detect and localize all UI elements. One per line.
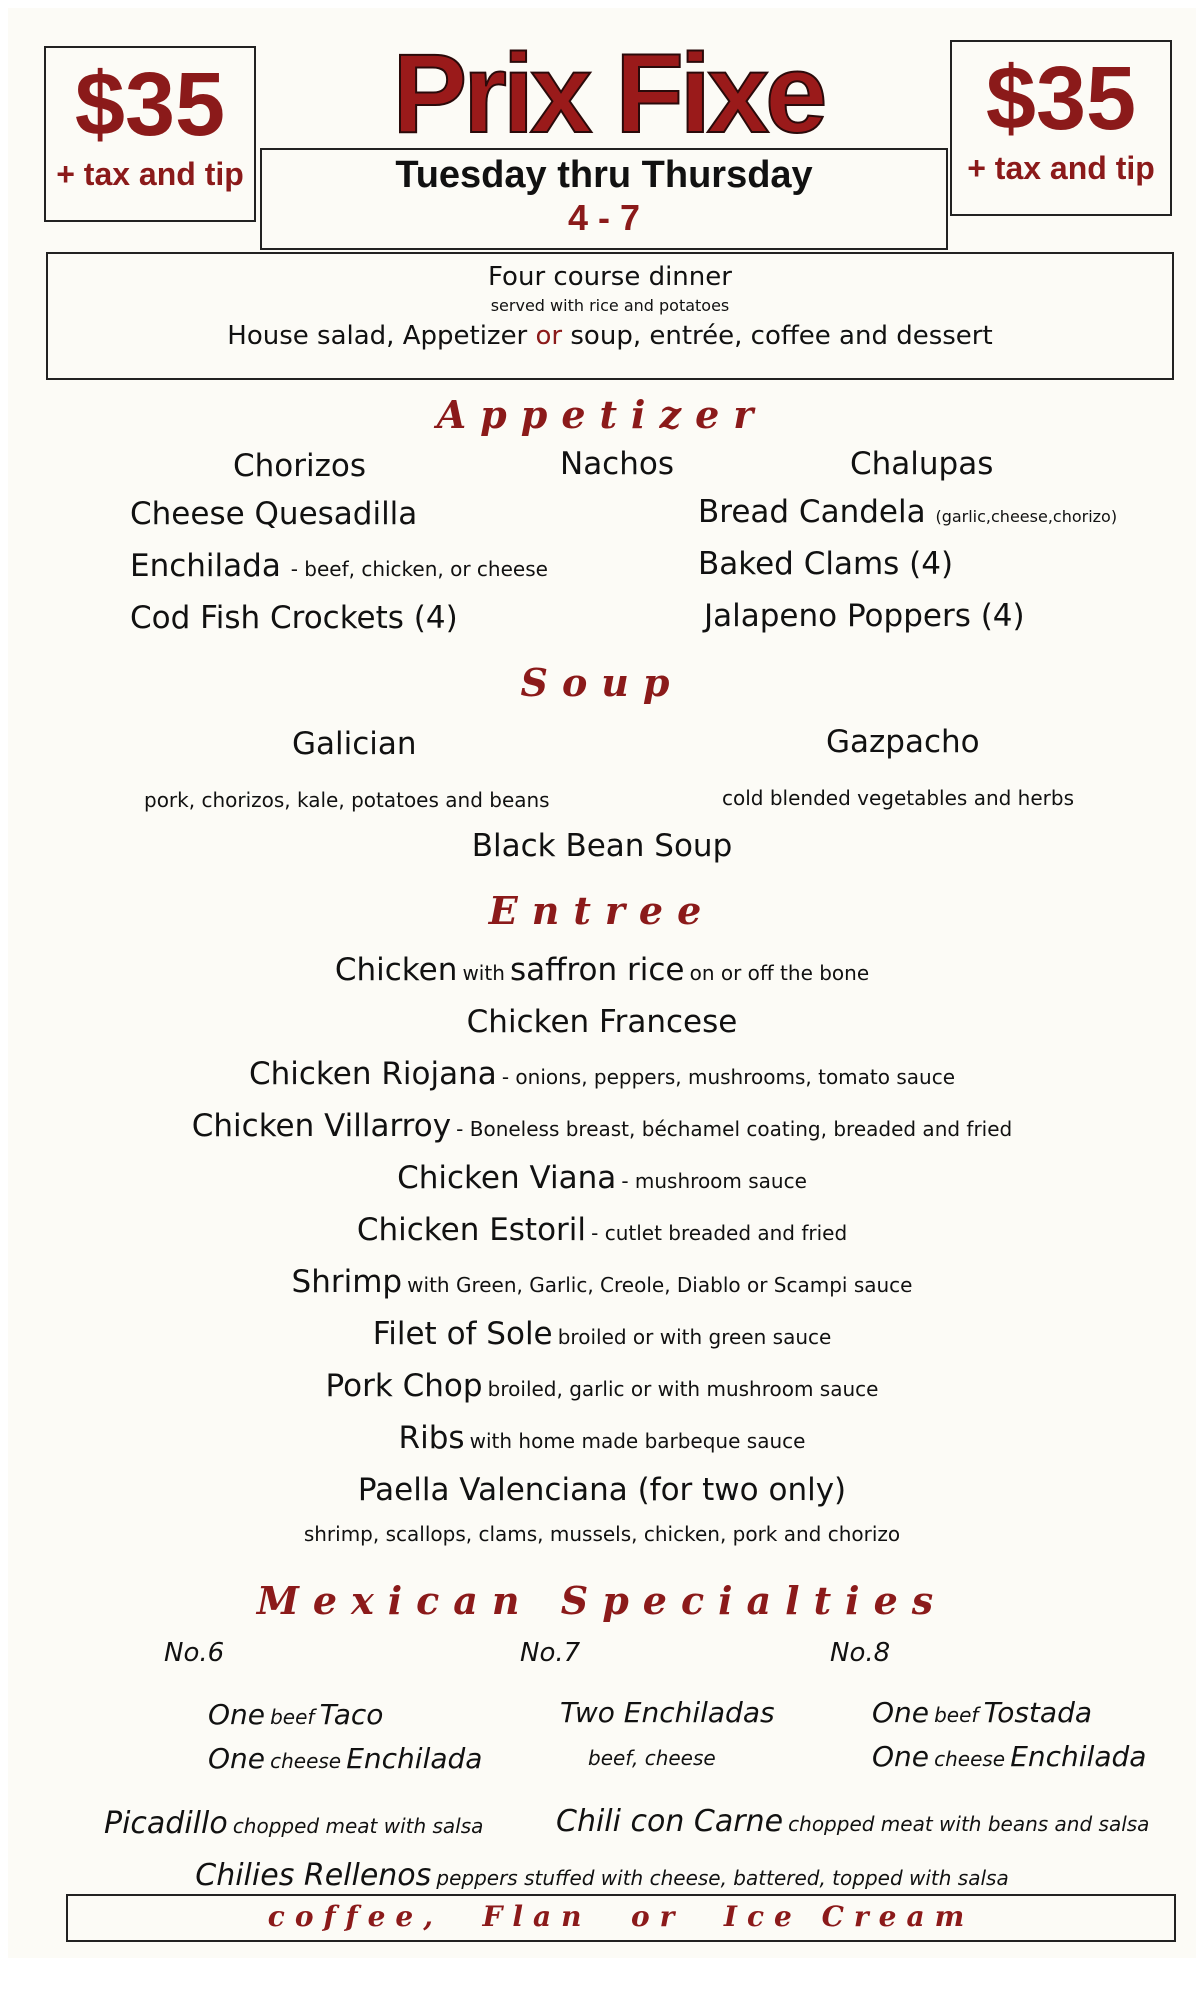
entree-desc: on or off the bone [689,961,870,985]
entree-item [8,1108,1196,1144]
appetizer-nachos: Nachos [560,446,674,482]
entree-desc: - mushroom sauce [621,1169,807,1193]
schedule-days: Tuesday thru Thursday [395,154,813,196]
no6-l2c: Enchilada [346,1742,483,1775]
entree-name-2: saffron rice [509,952,685,988]
soup-galician: Galician [292,726,417,762]
entree-item [8,1160,1196,1196]
entree-item [8,952,1196,988]
entree-item [8,1472,1196,1508]
appetizer-chalupas: Chalupas [850,446,994,482]
appetizer-quesadilla: Cheese Quesadilla [130,496,418,532]
soup-black-bean: Black Bean Soup [471,828,733,864]
appetizer-bread-candela [698,494,1117,530]
entree-desc: broiled or with green sauce [557,1325,832,1349]
mexican-no7-line2: beef, cheese [588,1746,716,1770]
entree-desc: with Green, Garlic, Creole, Diablo or Scampi sauce [407,1273,913,1297]
picadillo-name: Picadillo [104,1806,228,1841]
entree-item [8,1004,1196,1040]
no6-l1b: beef [270,1705,315,1729]
price-note-left: + tax and tip [56,156,244,192]
course-line-3b: soup, entrée, coffee and dessert [570,321,993,351]
dessert-line: coffee, Flan or Ice Cream [267,1900,975,1933]
mexican-picadillo [104,1806,483,1841]
appetizer-bread-note: (garlic,cheese,chorizo) [935,507,1118,526]
course-line-3 [48,321,1172,351]
schedule-box [260,148,948,250]
entree-item [8,1264,1196,1300]
appetizer-heading: Appetizer [436,392,768,437]
entree-mid: with [462,961,505,985]
appetizer-enchilada-name: Enchilada [130,548,281,584]
appetizer-chorizos: Chorizos [233,448,367,484]
entree-item [8,1316,1196,1352]
appetizer-enchilada-note: - beef, chicken, or cheese [290,557,548,581]
entree-name: Paella Valenciana (for two only) [357,1472,847,1508]
price-amount-left: $35 [74,55,226,155]
rellenos-desc: peppers stuffed with cheese, battered, topped with salsa [436,1866,1009,1890]
mexican-no6-line2 [208,1742,482,1775]
soup-gazpacho-desc: cold blended vegetables and herbs [722,786,1075,810]
entree-heading: Entree [488,888,716,933]
entree-desc: broiled, garlic or with mushroom sauce [487,1377,879,1401]
mexican-no6-line1 [208,1698,383,1731]
mexican-no7: No.7 [520,1638,581,1668]
mexican-no8: No.8 [830,1638,891,1668]
entree-name: Chicken Estoril [356,1212,587,1248]
entree-name: Chicken Francese [466,1004,738,1040]
entree-name: Shrimp [291,1264,403,1300]
appetizer-bread-name: Bread Candela [698,494,926,530]
entree-name: Chicken [334,952,458,988]
entree-item [8,1420,1196,1456]
entree-desc: with home made barbeque sauce [469,1429,806,1453]
no8-l1a: One [872,1696,930,1729]
soup-galician-desc: pork, chorizos, kale, potatoes and beans [144,788,550,812]
mexican-chili [556,1804,1149,1839]
course-line-1: Four course dinner [488,262,732,292]
no6-l1a: One [208,1698,266,1731]
picadillo-desc: chopped meat with salsa [232,1814,484,1838]
menu-title: Prix Fixe [392,31,824,156]
no8-l1b: beef [934,1703,979,1727]
entree-item [8,1212,1196,1248]
mexican-heading: Mexican Specialties [256,1578,948,1623]
price-box-right [950,40,1172,216]
mexican-no6: No.6 [164,1638,225,1668]
price-amount-right: $35 [985,49,1137,149]
mexican-no8-line1 [872,1696,1092,1729]
price-note-right: + tax and tip [967,150,1155,186]
entree-paella-desc: shrimp, scallops, clams, mussels, chicken, pork and chorizo [303,1522,901,1546]
appetizer-enchilada [130,548,548,584]
entree-desc: - cutlet breaded and fried [591,1221,848,1245]
entree-name: Filet of Sole [372,1316,553,1352]
no6-l1c: Taco [319,1698,384,1731]
entree-name: Chicken Villarroy [191,1108,452,1144]
entree-desc: - Boneless breast, béchamel coating, breaded and fried [456,1117,1013,1141]
chili-desc: chopped meat with beans and salsa [788,1812,1150,1836]
no6-l2a: One [208,1742,266,1775]
price-box-left [44,46,256,222]
no6-l2b: cheese [270,1749,342,1773]
no8-l2b: cheese [934,1747,1006,1771]
menu-sheet [8,8,1196,1958]
no8-l2c: Enchilada [1010,1740,1147,1773]
rellenos-name: Chilies Rellenos [195,1858,432,1893]
no8-l1c: Tostada [983,1696,1092,1729]
entree-name: Chicken Viana [397,1160,617,1196]
entree-item [8,1056,1196,1092]
mexican-rellenos [8,1858,1196,1893]
entree-desc: - onions, peppers, mushrooms, tomato sauce [501,1065,956,1089]
schedule-hours: 4 - 7 [567,197,641,238]
no8-l2a: One [872,1740,930,1773]
soup-heading: Soup [520,660,684,705]
appetizer-baked-clams: Baked Clams (4) [698,546,954,582]
entree-name: Chicken Riojana [248,1056,497,1092]
soup-gazpacho: Gazpacho [826,724,980,760]
appetizer-jalapeno-poppers: Jalapeno Poppers (4) [704,598,1025,634]
mexican-no7-line1: Two Enchiladas [560,1696,775,1729]
entree-name: Ribs [398,1420,465,1456]
course-line-3-or: or [535,321,563,351]
course-line-2: served with rice and potatoes [490,296,730,315]
appetizer-cod-crockets: Cod Fish Crockets (4) [130,600,458,636]
course-line-3a: House salad, Appetizer [227,321,528,351]
entree-name: Pork Chop [325,1368,483,1404]
chili-name: Chili con Carne [556,1804,784,1839]
course-info-box [46,252,1174,380]
entree-item [8,1368,1196,1404]
mexican-no8-line2 [872,1740,1146,1773]
dessert-box [66,1894,1176,1942]
